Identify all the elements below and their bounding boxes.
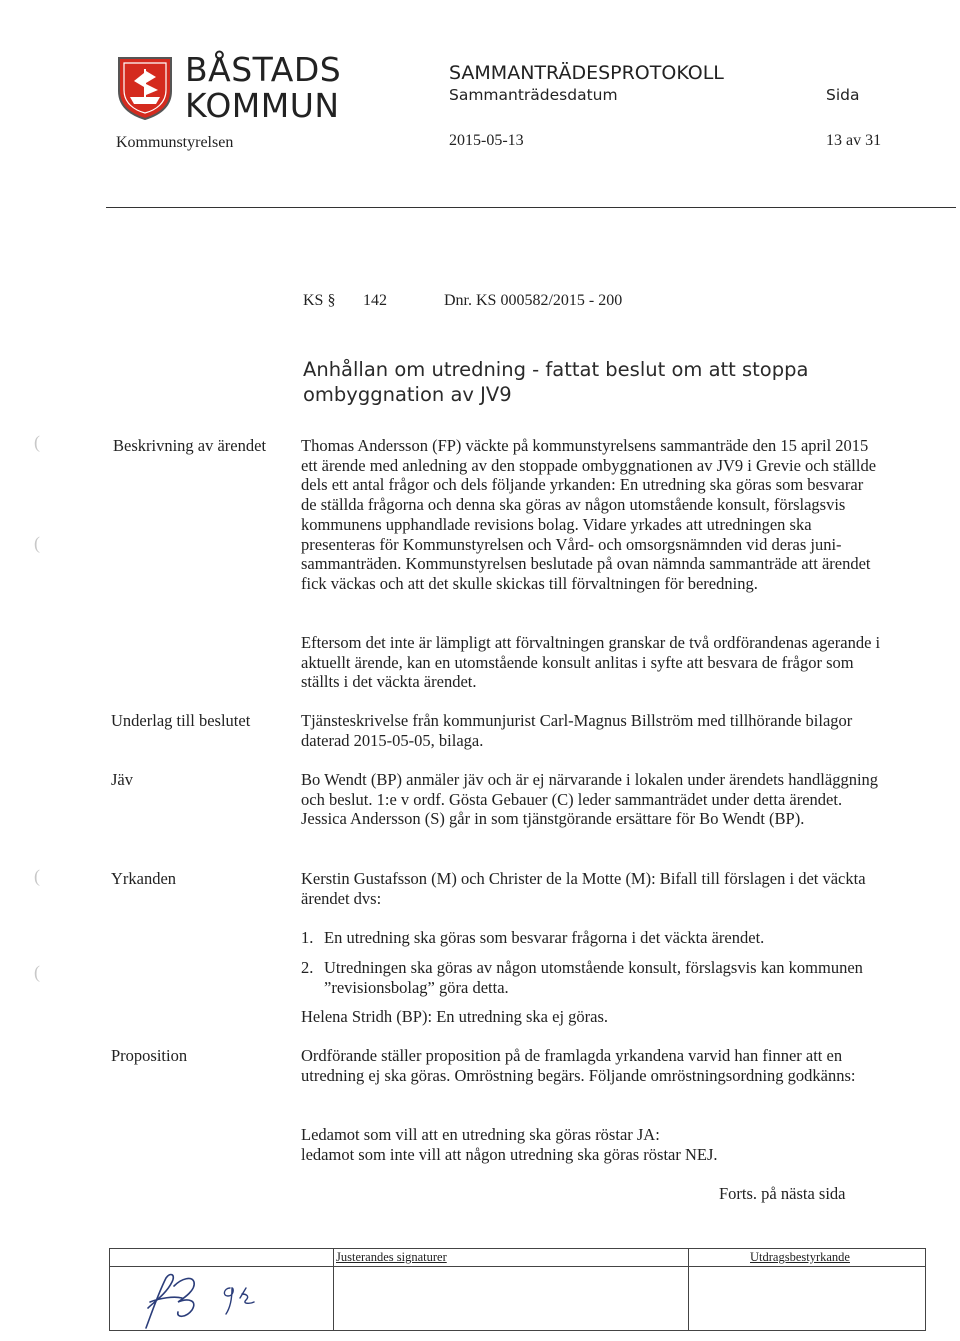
list-item: En utredning ska göras som besvarar frågorna i det väckta ärendet. — [324, 928, 765, 947]
signature-table-divider — [688, 1248, 689, 1331]
logo-text-line1: BÅSTADS — [185, 50, 342, 89]
coat-of-arms-icon — [116, 55, 174, 121]
meeting-date-label: Sammanträdesdatum — [449, 86, 618, 104]
meeting-date: 2015-05-13 — [449, 132, 524, 149]
margin-punch-mark: ( — [34, 866, 40, 886]
list-item: Utredningen ska göras av någon utomstående konsult, förslagsvis kan kommunen ”revisionsbolag” göra detta. — [324, 958, 863, 997]
voting-line-ja: Ledamot som vill att en utredning ska göras röstar JA: — [301, 1125, 660, 1144]
voting-line-nej: ledamot som inte vill att någon utredning ska göras röstar NEJ. — [301, 1144, 718, 1164]
signature-table-header-rule — [109, 1266, 926, 1267]
margin-punch-mark: ( — [34, 962, 40, 982]
paragraph-jav: Bo Wendt (BP) anmäler jäv och är ej närvarande i lokalen under ärendets handläggning och beslut. 1:e v ordf. Gösta Gebauer (C) leder sammanträdet under detta ärendet. Jessica Andersson (S) går in som tjänstgörande ersättare för Bo Wendt (BP). — [301, 770, 879, 829]
signature-table-divider — [333, 1248, 334, 1331]
ks-paragraph-label: KS § — [303, 292, 336, 309]
paragraph-eftersom: Eftersom det inte är lämpligt att förvaltningen granskar de två ordförandenas agerande i aktuellt ärende, kan en utomstående konsult anlitas i syfte att besvara de frågor som ställts i det väckta ärendet. — [301, 633, 881, 692]
case-paragraph-number: 142 — [363, 292, 387, 309]
list-item-number: 1. — [301, 928, 314, 947]
voting-order — [301, 1125, 881, 1164]
continued-note: Forts. på nästa sida — [719, 1184, 846, 1203]
handwritten-signature-icon — [130, 1268, 300, 1332]
header-divider — [106, 207, 956, 208]
registration-number: Dnr. KS 000582/2015 - 200 — [444, 292, 623, 309]
logo-text-line2: KOMMUN — [185, 86, 340, 125]
extract-verification-label: Utdragsbestyrkande — [750, 1250, 850, 1264]
section-label-underlag: Underlag till beslutet — [111, 711, 251, 730]
section-label-yrkanden: Yrkanden — [111, 869, 177, 888]
list-item-number: 2. — [301, 958, 314, 977]
margin-punch-mark: ( — [34, 533, 40, 553]
document-type: SAMMANTRÄDESPROTOKOLL — [449, 62, 724, 84]
organization-name: Kommunstyrelsen — [116, 134, 234, 151]
page-title: Anhållan om utredning - fattat beslut om att stoppa ombyggnation av JV9 — [303, 358, 809, 406]
signatures-label: Justerandes signaturer — [336, 1250, 447, 1264]
paragraph-proposition: Ordförande ställer proposition på de framlagda yrkandena varvid han finner att en utredning ej ska göras. Omröstning begärs. Följande omröstningsordning godkänns: — [301, 1046, 856, 1085]
section-label-jav: Jäv — [111, 770, 133, 789]
section-label-proposition: Proposition — [111, 1046, 188, 1065]
paragraph-counter-motion: Helena Stridh (BP): En utredning ska ej göras. — [301, 1007, 609, 1026]
paragraph-yrkanden: Kerstin Gustafsson (M) och Christer de la Motte (M): Bifall till förslagen i det väckta ärendet dvs: — [301, 869, 866, 908]
paragraph-beskrivning: Thomas Andersson (FP) väckte på kommunstyrelsens sammanträde den 15 april 2015 ett ärende med anledning av den stoppade ombyggnationen av JV9 i Grevie och ställde dels ett antal frågor och dels följande yrkanden: En utredning ska göras som besvarar de ställda frågorna och denna ska göras av någon utomstående konsult, förslagsvis kommunens upphandlade revisions bolag. Vidare yrkades att utredningen ska presenteras för Kommunstyrelsen och Vård- och omsorgsnämnden vid deras juni-sammanträden. Kommunstyrelsen beslutade på ovan nämnda sammanträde att ärendet fick väckas och att det skulle skickas till förvaltningen för beredning. — [301, 436, 877, 593]
page-number: 13 av 31 — [826, 132, 882, 149]
section-label-beskrivning: Beskrivning av ärendet — [113, 436, 267, 455]
paragraph-underlag: Tjänsteskrivelse från kommunjurist Carl-Magnus Billström med tillhörande bilagor daterad 2015-05-05, bilaga. — [301, 711, 853, 750]
margin-punch-mark: ( — [34, 432, 40, 452]
page-label: Sida — [826, 86, 860, 104]
